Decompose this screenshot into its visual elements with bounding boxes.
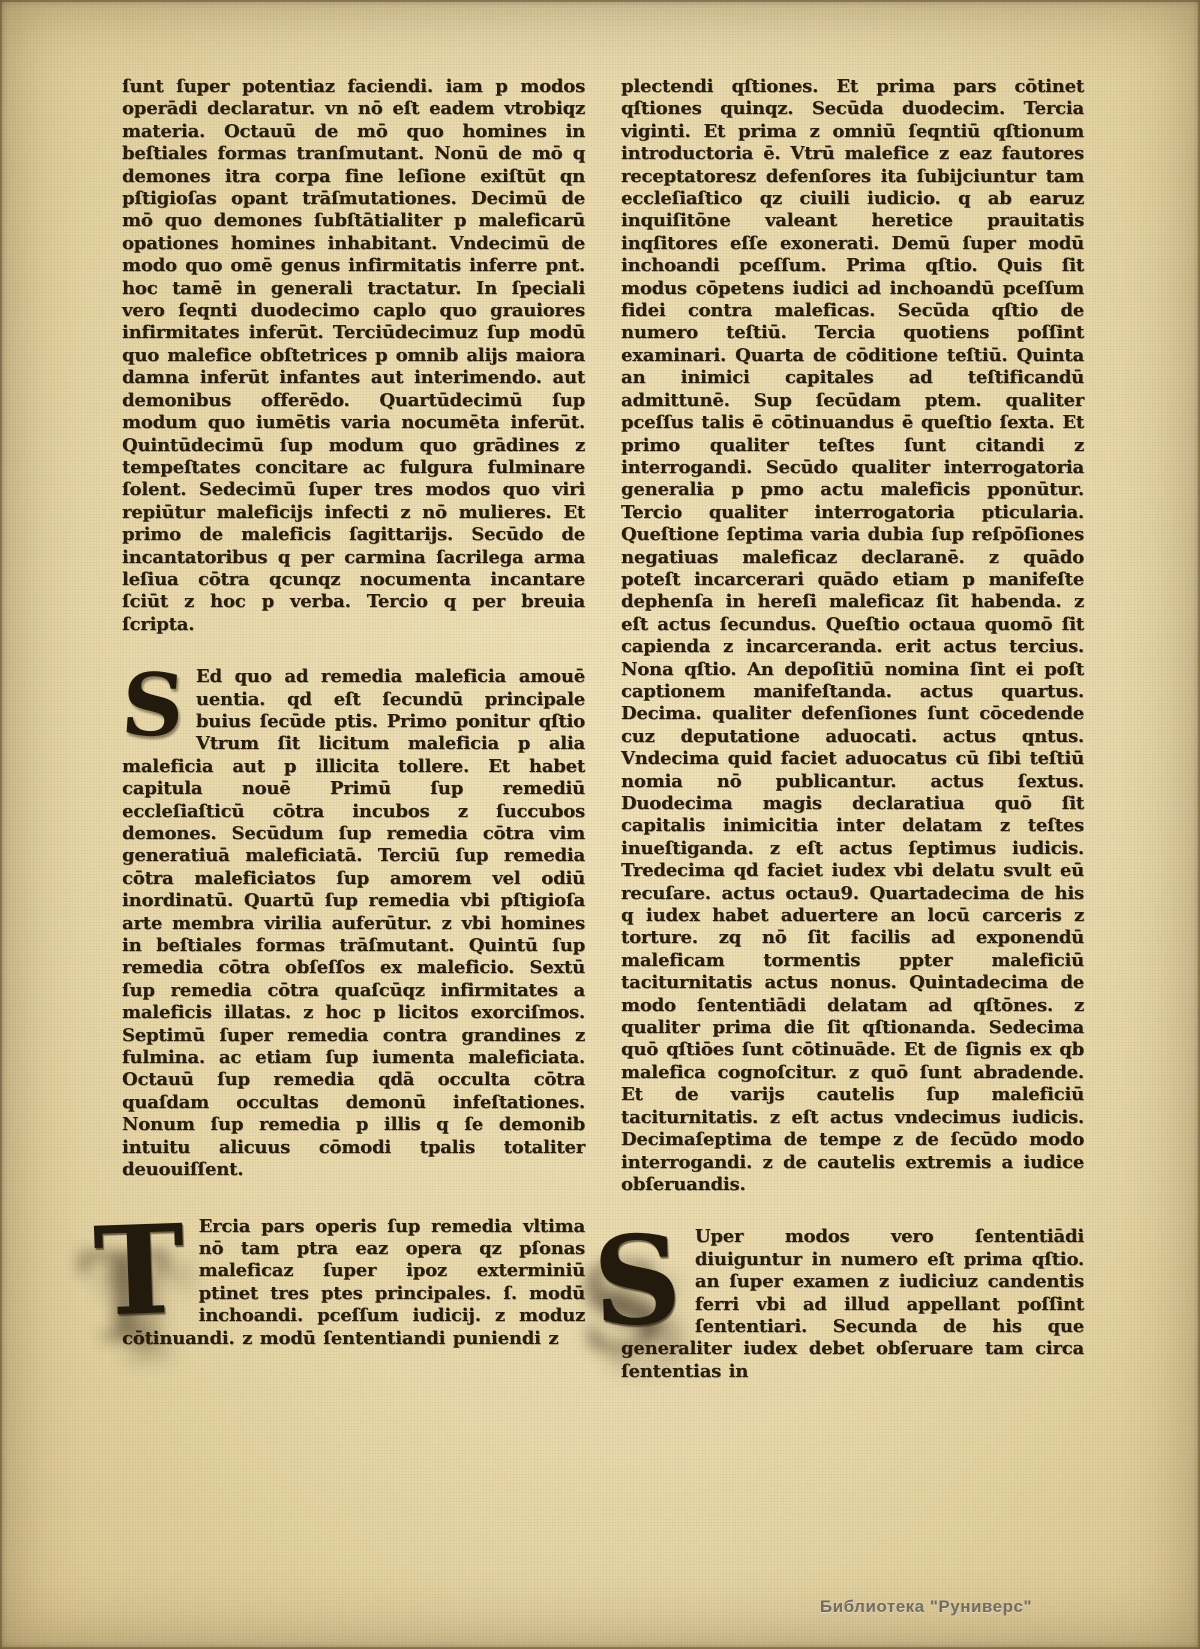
text-columns <box>91 76 1084 1383</box>
paragraph-text: Uper modos vero ſententiādi diuiguntur in numero eſt prima qſtio. an ſuper examen z iudiciuz candentis ferri vbi ad illud appellant poſſint ſententiari. Secunda de his que generaliter iudex debet obſeruare tam circa ſententias in <box>621 1226 1084 1382</box>
paragraph-continuation <box>122 76 585 636</box>
decorated-initial-s: S <box>590 1207 684 1355</box>
paragraph-text: ſunt ſuper potentiaz faciendi. iam p modos operādi declaratur. vn nō eſt eadem vtrobiqz materia. Octauū de mō quo homines in beſtiales formas tranſmutant. Nonū de mō q demones itra corpa fine leſione exiſtūt qn pſtigioſas opant trāſmutationes. Decimū de mō quo demones ſubſtātialiter p maleficarū opationes homines inhabitant. Vndecimū de modo quo omē genus infirmitatis inferre pnt. hoc tamē in generali tractatur. In ſpeciali vero ſeqnti duodecimo caplo quo grauiores infirmitates inferūt. Terciūdecimuz ſup modū quo malefice obſtetrices p omnib alijs maiora damna inferūt infantes aut interimendo. aut demonibus offerēdo. Quartūdecimū ſup modum quo iumētis varia nocumēta inferūt. Quintūdecimū ſup modum quo grādines z tempeſtates concitare ac fulgura fulminare ſolent. Sedecimū ſuper tres modos quo viri repiūtur maleficijs infecti z nō mulieres. Et primo de maleficis ſagittarijs. Secūdo de incantatoribus q per carmina ſacrilega arma leſiua cōtra qcunqz nocumenta incantare ſciūt z hoc p verba. Tercio q per breuia ſcripta. <box>122 76 585 635</box>
text-column-right <box>590 76 1084 1383</box>
paragraph-sed-quo <box>118 655 585 1181</box>
decorated-initial-t: T <box>91 1196 188 1344</box>
text-column-left <box>91 76 585 1383</box>
paragraph-text: plectendi qſtiones. Et prima pars cōtinet qſtiones quinqz. Secūda duodecim. Tercia viginti. Et prima z omniū ſeqntiū qſtionum introductoria ē. Vtrū malefice z eaz fautores receptatoresz defenſores ita ſubijciuntur tam eccleſiaſtico qz ciuili iudicio. q ab earuz inquiſitōne valeant heretice prauitatis inqſitores eſſe exonerati. Demū ſuper modū inchoandi pceſſum. Prima qſtio. Quis ſit modus cōpetens iudici ad inchoandū pceſſum fidei contra maleficas. Secūda qſtio de numero teſtiū. Tercia quotiens poſſint examinari. Quarta de cōditione teſtiū. Quinta an inimici capitales ad teſtificandū admittunē. Sup ſecūdam ptem. qualiter pceſſus talis ē cōtinuandus ē queſtio ſexta. Et primo qualiter teſtes ſunt citandi z interrogandi. Secūdo qualiter interrogatoria generalia p pmo actu maleficis pponūtur. Tercio qualiter interrogatoria pticularia. Queſtione ſeptima varia dubia ſup reſpōſiones negatiuas maleficaz declaranē. z quādo poteſt incarcerari quādo etiam p manifeſte dephenſa in hereſi maleficaz ſit habenda. z eſt actus ſecundus. Queſtio octaua quomō ſit capienda z incarceranda. erit actus tercius. Nona qſtio. An depoſitiū nomina ſint ei poſt captionem manifeſtanda. actus quartus. Decima. qualiter defenſiones ſunt cōcedende cuz deputatione aduocati. actus qntus. Vndecima quid faciet aduocatus cū ſibi teſtiū nomia nō publicantur. actus ſextus. Duodecima magis declaratiua quō ſit capitalis inimicitia inter delatam z teſtes inueſtiganda. z eſt actus ſeptimus iudicis. Tredecima qd faciet iudex vbi delatu svult eū recuſare. actus octau9. Quartadecima de his q iudex habet aduertere an locū carceris z torture. zq nō ſit facilis ad exponendū maleficam tormentis ppter maleficiū taciturnitatis actus nonus. Quintadecima de modo ſententiādi delatam ad qſtōnes. z qualiter prima die ſit qſtionanda. Sedecima quō qſtiōes ſunt cōtinuāde. Et de ſignis ex qb malefica cognoſcitur. z quō ſunt abradende. Et de varijs cautelis ſup maleficiū taciturnitatis. z eſt actus vndecimus iudicis. Decimaſeptima de tempe z de ſecūdo modo interrogandi. z de cautelis extremis a iudice obſeruandis. <box>621 76 1084 1195</box>
paragraph-questions-list <box>621 76 1084 1196</box>
paragraph-tercia-pars <box>91 1196 585 1350</box>
paragraph-super-modos <box>590 1207 1084 1383</box>
paragraph-text: Ed quo ad remedia maleficia amouē uentia. qd eſt ſecundū principale buius ſecūde ptis. Primo ponitur qſtio Vtrum ſit licitum maleficia p alia maleficia aut p illicita tollere. Et habet capitula nouē Primū ſup remediū eccleſiaſticū cōtra incubos z ſuccubos demones. Secūdum ſup remedia cōtra vim generatiuā maleficiatā. Terciū ſup remedia cōtra maleficiatos ſup amorem vel odiū inordinatū. Quartū ſup remedia vbi pſtigioſa arte membra virilia auferūtur. z vbi homines in beſtiales formas trāſmutant. Quintū ſup remedia cōtra obſeſſos ex maleficio. Sextū ſup remedia cōtra quaſcūqz infirmitates a maleficis illatas. z hoc p licitos exorciſmos. Septimū ſuper remedia contra grandines z fulmina. ac etiam ſup iumenta maleficiata. Octauū ſup remedia qdā occulta cōtra quaſdam occultas demonū infeſtationes. Nonum ſup remedia p illis q ſe demonib intuitu alicuus cōmodi tpalis totaliter deuouiſſent. <box>122 666 585 1181</box>
paragraph-text: Ercia pars operis ſup remedia vltima nō tam ptra eaz opera qz pſonas maleficaz ſuper ipoz exterminiū ptinet tres ptes principales. ſ. modū inchoandi. pceſſum iudicij. z moduz cōtinuandi. z modū ſententiandi puniendi z <box>122 1215 585 1349</box>
library-watermark: Библиотека "Руниверс" <box>819 1597 1032 1616</box>
decorated-initial-s: S <box>118 655 188 757</box>
